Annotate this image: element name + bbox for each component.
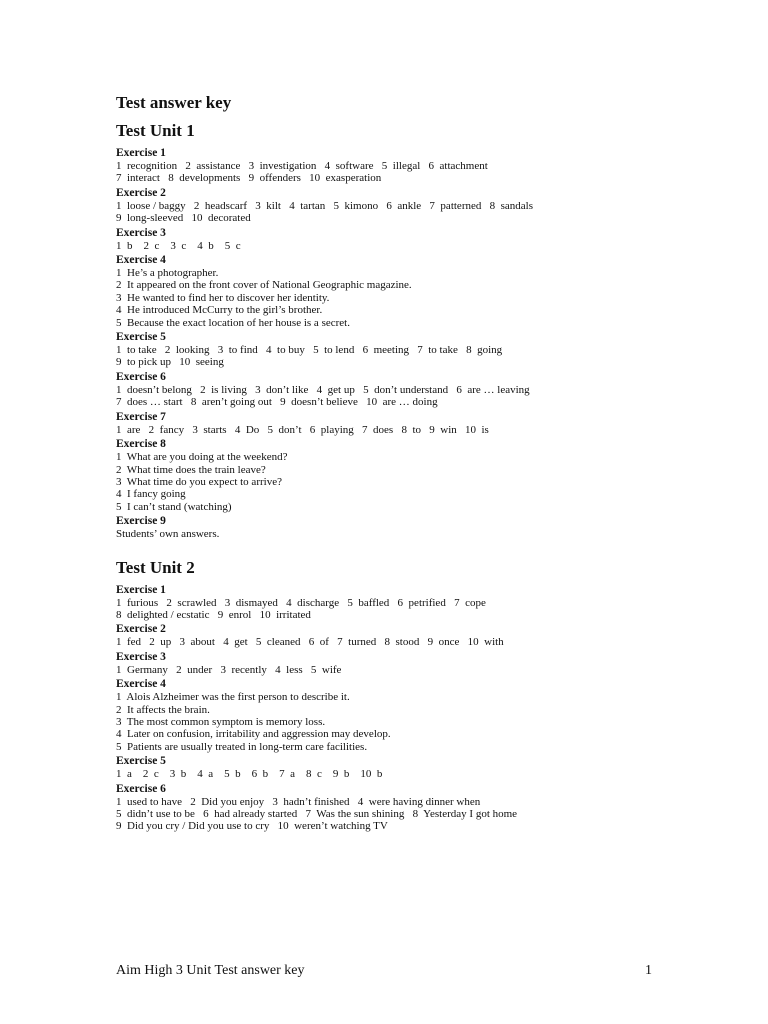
exercise-title: Exercise 1 (116, 147, 166, 159)
exercise-title: Exercise 5 (116, 755, 166, 768)
answer-line: 1 Germany 2 under 3 recently 4 less 5 wife (116, 663, 342, 676)
answer-line: 8 delighted / ecstatic 9 enrol 10 irritated (116, 608, 311, 621)
answer-line: 1 loose / baggy 2 headscarf 3 kilt 4 tartan 5 kimono 6 ankle 7 patterned 8 sandals (116, 199, 533, 212)
answer-line: 1 are 2 fancy 3 starts 4 Do 5 don’t 6 playing 7 does 8 to 9 win 10 is (116, 423, 489, 436)
unit-title: Test Unit 1 (116, 121, 195, 140)
unit-title: Test Unit 2 (116, 557, 195, 577)
exercise-block (116, 755, 736, 780)
answer-line: 1 Alois Alzheimer was the first person to describe it. (116, 691, 350, 704)
exercise-title: Exercise 8 (116, 438, 166, 451)
unit-section (116, 557, 736, 833)
exercise-title: Exercise 6 (116, 370, 166, 383)
exercise-block (116, 147, 736, 185)
answer-line: 9 to pick up 10 seeing (116, 356, 224, 369)
unit-spacer (116, 541, 736, 551)
answer-line: 2 It affects the brain. (116, 703, 210, 716)
answer-line: 1 a 2 c 3 b 4 a 5 b 6 b 7 a 8 c 9 b 10 b (116, 768, 383, 781)
exercise-title: Exercise 7 (116, 410, 166, 423)
exercise-block (116, 331, 736, 369)
document-body (116, 92, 736, 833)
exercise-title: Exercise 4 (116, 254, 166, 267)
document-title: Test answer key (116, 93, 232, 112)
answer-line: 2 It appeared on the front cover of National Geographic magazine. (116, 279, 412, 292)
footer-title: Aim High 3 Unit Test answer key (116, 963, 305, 978)
units-container (116, 120, 736, 833)
answer-line: 4 Later on confusion, irritability and aggression may develop. (116, 728, 391, 741)
exercise-block (116, 515, 736, 540)
answer-line: 1 He’s a photographer. (116, 267, 219, 280)
exercise-title: Exercise 6 (116, 782, 166, 795)
exercise-title: Exercise 4 (116, 678, 166, 691)
answer-line: 9 long-sleeved 10 decorated (116, 212, 251, 225)
answer-line: 3 The most common symptom is memory loss. (116, 715, 326, 728)
answer-line: 9 Did you cry / Did you use to cry 10 weren’t watching TV (116, 820, 388, 833)
answer-line: 1 furious 2 scrawled 3 dismayed 4 discharge 5 baffled 6 petrified 7 cope (116, 596, 486, 609)
answer-line: 3 What time do you expect to arrive? (116, 475, 282, 488)
exercise-block (116, 411, 736, 436)
exercise-title: Exercise 3 (116, 650, 166, 663)
answer-line: 3 He wanted to find her to discover her identity. (116, 291, 330, 304)
answer-line: 1 to take 2 looking 3 to find 4 to buy 5 to lend 6 meeting 7 to take 8 going (116, 344, 503, 357)
answer-line: 7 interact 8 developments 9 offenders 10 exasperation (116, 172, 382, 185)
exercise-title: Exercise 5 (116, 331, 166, 344)
exercise-title: Exercise 1 (116, 583, 166, 596)
answer-line: 5 Because the exact location of her house is a secret. (116, 316, 350, 329)
answer-line: 5 Patients are usually treated in long-term care facilities. (116, 740, 368, 753)
exercise-block (116, 187, 736, 225)
exercise-block (116, 584, 736, 622)
unit-section (116, 120, 736, 541)
exercise-block (116, 783, 736, 833)
answer-line: 5 didn’t use to be 6 had already started 7 Was the sun shining 8 Yesterday I got home (116, 808, 518, 820)
answer-line: 1 b 2 c 3 c 4 b 5 c (116, 239, 241, 252)
answer-line: 7 does … start 8 aren’t going out 9 doesn’t believe 10 are … doing (116, 396, 438, 409)
answer-line: 1 doesn’t belong 2 is living 3 don’t like 4 get up 5 don’t understand 6 are … leaving (116, 383, 530, 396)
exercise-title: Exercise 2 (116, 623, 166, 636)
answer-line: 1 recognition 2 assistance 3 investigation 4 software 5 illegal 6 attachment (116, 160, 488, 172)
answer-line: 2 What time does the train leave? (116, 463, 266, 476)
exercise-block (116, 651, 736, 676)
answer-line: 5 I can’t stand (watching) (116, 500, 232, 513)
answer-line: 4 I fancy going (116, 488, 186, 501)
answer-line: 1 fed 2 up 3 about 4 get 5 cleaned 6 of 7 turned 8 stood 9 once 10 with (116, 636, 504, 649)
page-number: 1 (645, 963, 652, 978)
exercise-block (116, 678, 736, 753)
exercise-title: Exercise 2 (116, 186, 166, 199)
exercise-block (116, 371, 736, 409)
answer-line: 4 He introduced McCurry to the girl’s brother. (116, 304, 323, 317)
exercise-block (116, 438, 736, 513)
exercise-block (116, 623, 736, 648)
exercise-title: Exercise 3 (116, 226, 166, 239)
exercise-block (116, 254, 736, 329)
answer-line: 1 used to have 2 Did you enjoy 3 hadn’t finished 4 were having dinner when (116, 795, 481, 808)
answer-line: 1 What are you doing at the weekend? (116, 451, 288, 464)
answer-line: Students’ own answers. (116, 528, 220, 541)
exercise-block (116, 227, 736, 252)
exercise-title: Exercise 9 (116, 515, 166, 528)
